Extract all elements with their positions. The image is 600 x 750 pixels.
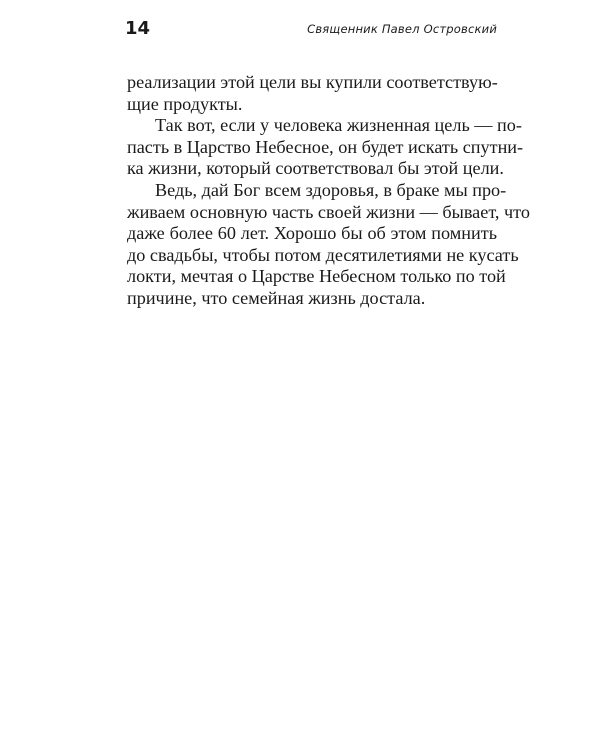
page-number: 14 (125, 18, 151, 39)
text-line: до свадьбы, чтобы потом десятилетиями не кусать (127, 244, 519, 265)
paragraph (127, 72, 497, 115)
text-line: щие продукты. (127, 93, 243, 114)
text-line: живаем основную часть своей жизни — бывает, что (127, 201, 530, 222)
text-line: Ведь, дай Бог всем здоровья, в браке мы про- (155, 179, 507, 200)
paragraph (127, 179, 530, 310)
running-header: Священник Павел Островский (307, 22, 497, 36)
paragraph (127, 115, 524, 180)
text-line: даже более 60 лет. Хорошо бы об этом помнить (127, 223, 497, 244)
text-line: локти, мечтая о Царстве Небесном только по той (127, 266, 506, 287)
body-text (127, 72, 530, 310)
text-line: причине, что семейная жизнь достала. (127, 287, 426, 308)
text-line: пасть в Царство Небесное, он будет искать спутни- (127, 136, 524, 157)
text-line: реализации этой цели вы купили соответствую- (127, 72, 498, 92)
text-line: ка жизни, который соответствовал бы этой цели. (127, 158, 504, 179)
text-line: Так вот, если у человека жизненная цель — по- (155, 115, 522, 136)
